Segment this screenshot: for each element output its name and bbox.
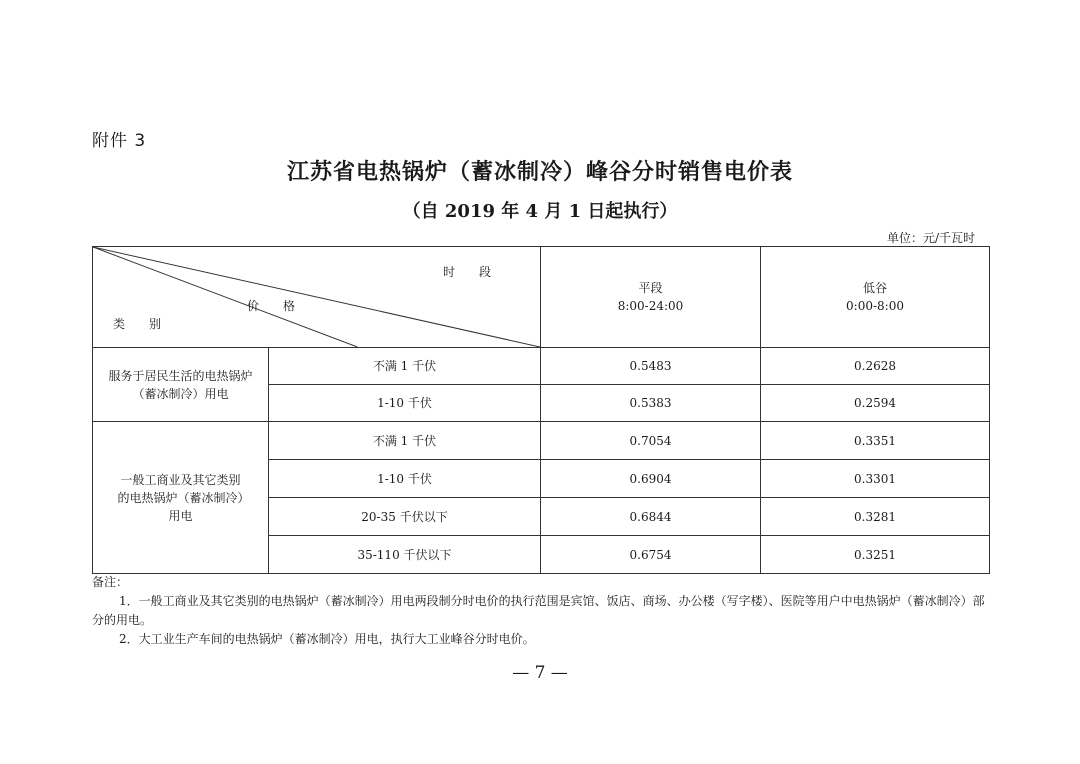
note-item: 2．大工业生产车间的电热锅炉（蓄冰制冷）用电，执行大工业峰谷分时电价。 <box>119 632 535 646</box>
valley-price: 0.3281 <box>761 498 990 536</box>
table-row <box>93 422 990 460</box>
unit-label: 单位：元/千瓦时 <box>886 231 975 245</box>
notes-section <box>92 573 992 649</box>
category-commercial: 一般工商业及其它类别的电热锅炉（蓄冰制冷）用电 <box>93 422 269 574</box>
column-header-flat <box>541 247 761 348</box>
header-time-label: 时 段 <box>443 265 498 279</box>
valley-price: 0.3351 <box>761 422 990 460</box>
header-price-label: 价 格 <box>247 299 302 313</box>
column-valley-name: 低谷 <box>862 281 887 295</box>
header-category-label: 类 别 <box>113 317 168 331</box>
column-valley-range: 0:00-8:00 <box>846 299 904 313</box>
effective-date-subtitle: （自 2019 年 4 月 1 日起执行） <box>402 201 678 222</box>
voltage-level: 1-10 千伏 <box>269 460 541 498</box>
flat-price: 0.7054 <box>541 422 761 460</box>
column-flat-range: 8:00-24:00 <box>617 299 684 313</box>
table-row <box>93 348 990 385</box>
flat-price: 0.6754 <box>541 536 761 574</box>
flat-price: 0.5383 <box>541 385 761 422</box>
valley-price: 0.2628 <box>761 348 990 385</box>
flat-price: 0.5483 <box>541 348 761 385</box>
page-number: — 7 — <box>512 663 568 683</box>
voltage-level: 不满 1 千伏 <box>269 422 541 460</box>
flat-price: 0.6844 <box>541 498 761 536</box>
table-header-row <box>93 247 990 348</box>
flat-price: 0.6904 <box>541 460 761 498</box>
valley-price: 0.3251 <box>761 536 990 574</box>
voltage-level: 20-35 千伏以下 <box>269 498 541 536</box>
valley-price: 0.2594 <box>761 385 990 422</box>
category-residential: 服务于居民生活的电热锅炉（蓄冰制冷）用电 <box>93 348 269 422</box>
valley-price: 0.3301 <box>761 460 990 498</box>
voltage-level: 1-10 千伏 <box>269 385 541 422</box>
notes-heading: 备注： <box>92 575 129 589</box>
tariff-table <box>92 246 990 574</box>
attachment-label: 附件 3 <box>92 131 147 151</box>
column-header-valley <box>761 247 990 348</box>
column-flat-name: 平段 <box>638 281 663 295</box>
voltage-level: 不满 1 千伏 <box>269 348 541 385</box>
document-title: 江苏省电热锅炉（蓄冰制冷）峰谷分时销售电价表 <box>286 160 793 185</box>
note-item: 1．一般工商业及其它类别的电热锅炉（蓄冰制冷）用电两段制分时电价的执行范围是宾馆、饭店、商场、办公楼（写字楼）、医院等用户中电热锅炉（蓄冰制冷）部分的用电。 <box>92 594 985 627</box>
diagonal-header-cell <box>93 247 541 348</box>
voltage-level: 35-110 千伏以下 <box>269 536 541 574</box>
